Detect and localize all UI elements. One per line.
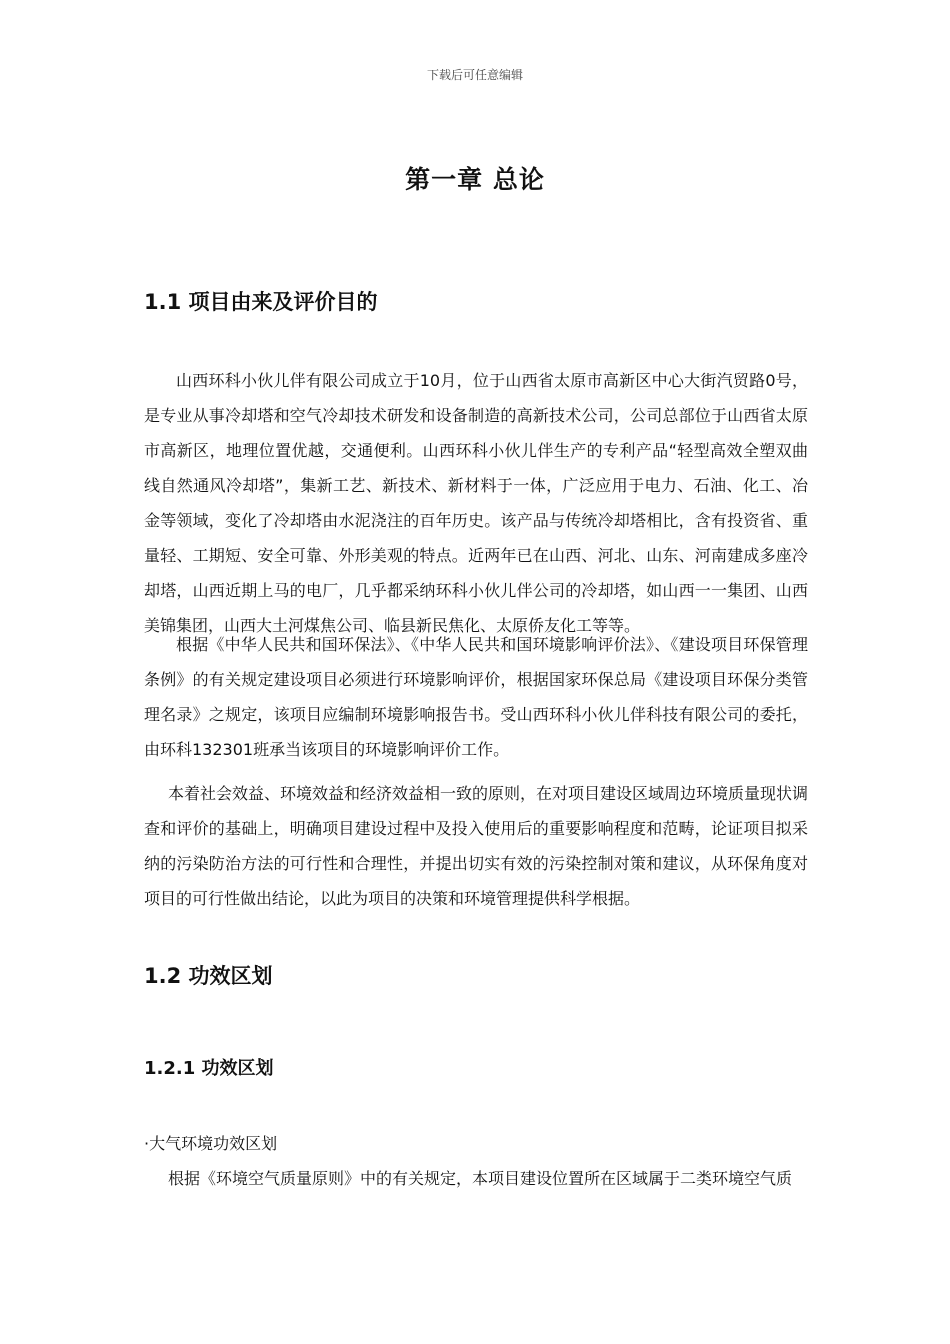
paragraph-purpose: 本着社会效益、环境效益和经济效益相一致的原则，在对项目建设区域周边环境质量现状调查和评价的基础上，明确项目建设过程中及投入使用后的重要影响程度和范畴，论证项目拟采纳的污染防治方法的可行性和合理性，并提出切实有效的污染控制对策和建议，从环保角度对项目的可行性做出结论，以此为项目的决策和环境管理提供科学根据。 [144,784,809,908]
chapter-title: 第一章 总论 [405,165,545,194]
header-note: 下载后可任意编辑 [426,68,523,82]
bullet-air-zoning: ·大气环境功效区划 [144,1134,278,1153]
paragraph-intro: 山西环科小伙儿伴有限公司成立于10月，位于山西省太原市高新区中心大街汽贸路0号，是专业从事冷却塔和空气冷却技术研发和设备制造的高新技术公司，公司总部位于山西省太原市高新区，地理位置优越，交通便利。山西环科小伙儿伴生产的专利产品“轻型高效全塑双曲线自然通风冷却塔”，集新工艺、新技术、新材料于一体，广泛应用于电力、石油、化工、冶金等领域，变化了冷却塔由水泥浇注的百年历史。该产品与传统冷却塔相比，含有投资省、重量轻、工期短、安全可靠、外形美观的特点。近两年已在山西、河北、山东、河南建成多座冷却塔，山西近期上马的电厂，几乎都采纳环科小伙儿伴公司的冷却塔，如山西一一集团、山西美锦集团，山西大土河煤焦公司、临县新民焦化、太原侨友化工等等。 [144,371,808,635]
paragraph-air-quality: 根据《环境空气质量原则》中的有关规定，本项目建设位置所在区域属于二类环境空气质 [168,1169,793,1188]
section-heading-1-1: 1.1 项目由来及评价目的 [144,290,378,314]
subsection-heading-1-2-1: 1.2.1 功效区划 [144,1058,274,1079]
section-heading-1-2: 1.2 功效区划 [144,964,273,988]
paragraph-legal-basis: 根据《中华人民共和国环保法》、《中华人民共和国环境影响评价法》、《建设项目环保管理条例》的有关规定建设项目必须进行环境影响评价，根据国家环保总局《建设项目环保分类管理名录》之规定，该项目应编制环境影响报告书。受山西环科小伙儿伴科技有限公司的委托，由环科132301班承当该项目的环境影响评价工作。 [144,635,808,759]
